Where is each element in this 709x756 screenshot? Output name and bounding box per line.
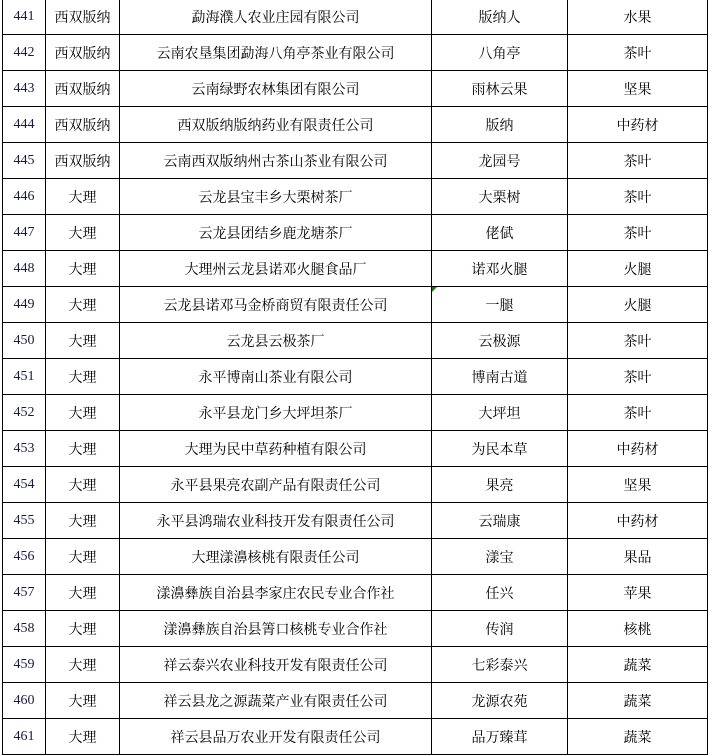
- brand-cell[interactable]: 为民本草: [432, 431, 568, 467]
- brand-cell[interactable]: 龙园号: [432, 143, 568, 179]
- category-cell[interactable]: 核桃: [568, 611, 708, 647]
- brand-cell-text: 一腿: [485, 297, 514, 314]
- brand-cell[interactable]: 大栗树: [432, 179, 568, 215]
- company-cell[interactable]: 祥云泰兴农业科技开发有限责任公司: [120, 647, 432, 683]
- brand-cell[interactable]: 任兴: [432, 575, 568, 611]
- brand-cell[interactable]: [432, 287, 568, 323]
- category-cell[interactable]: 蔬菜: [568, 647, 708, 683]
- row-number-cell[interactable]: 448: [3, 251, 46, 287]
- company-cell[interactable]: 祥云县品万农业开发有限责任公司: [120, 719, 432, 755]
- table-row: [3, 179, 708, 215]
- region-cell[interactable]: 大理: [46, 467, 120, 503]
- category-cell[interactable]: 火腿: [568, 287, 708, 323]
- company-cell[interactable]: 云南绿野农林集团有限公司: [120, 71, 432, 107]
- region-cell[interactable]: 大理: [46, 575, 120, 611]
- table-row: [3, 719, 708, 755]
- row-number-cell[interactable]: 459: [3, 647, 46, 683]
- brand-cell[interactable]: 版纳: [432, 107, 568, 143]
- table-row: [3, 395, 708, 431]
- brand-cell[interactable]: 果亮: [432, 467, 568, 503]
- brand-cell[interactable]: 佬倵: [432, 215, 568, 251]
- table-row: [3, 35, 708, 71]
- company-cell[interactable]: 云南农垦集团勐海八角亭茶业有限公司: [120, 35, 432, 71]
- brand-cell[interactable]: 云极源: [432, 323, 568, 359]
- company-cell[interactable]: 云南西双版纳州古茶山茶业有限公司: [120, 143, 432, 179]
- table-row: [3, 647, 708, 683]
- category-cell[interactable]: 苹果: [568, 575, 708, 611]
- region-cell[interactable]: 大理: [46, 683, 120, 719]
- category-cell[interactable]: 坚果: [568, 71, 708, 107]
- region-cell[interactable]: 大理: [46, 539, 120, 575]
- row-number-cell[interactable]: 442: [3, 35, 46, 71]
- region-cell[interactable]: 大理: [46, 359, 120, 395]
- region-cell[interactable]: 西双版纳: [46, 143, 120, 179]
- row-number-cell[interactable]: 454: [3, 467, 46, 503]
- brand-cell[interactable]: 大坪坦: [432, 395, 568, 431]
- brand-cell[interactable]: 传润: [432, 611, 568, 647]
- category-cell[interactable]: 茶叶: [568, 143, 708, 179]
- table-row: [3, 107, 708, 143]
- table-row: [3, 575, 708, 611]
- company-cell[interactable]: 漾濞彝族自治县箐口核桃专业合作社: [120, 611, 432, 647]
- brand-cell[interactable]: 漾宝: [432, 539, 568, 575]
- brand-cell[interactable]: 云瑞康: [432, 503, 568, 539]
- brand-cell[interactable]: 诺邓火腿: [432, 251, 568, 287]
- row-number-cell[interactable]: 446: [3, 179, 46, 215]
- category-cell[interactable]: 茶叶: [568, 395, 708, 431]
- company-cell[interactable]: 西双版纳版纳药业有限责任公司: [120, 107, 432, 143]
- table-row: [3, 611, 708, 647]
- category-cell[interactable]: 蔬菜: [568, 683, 708, 719]
- region-cell[interactable]: 大理: [46, 251, 120, 287]
- brand-cell[interactable]: 龙源农苑: [432, 683, 568, 719]
- brand-cell[interactable]: 版纳人: [432, 0, 568, 35]
- brand-cell[interactable]: 八角亭: [432, 35, 568, 71]
- row-number-cell[interactable]: 443: [3, 71, 46, 107]
- brand-cell[interactable]: 博南古道: [432, 359, 568, 395]
- company-cell[interactable]: 云龙县团结乡鹿龙塘茶厂: [120, 215, 432, 251]
- table-row: [3, 143, 708, 179]
- category-cell[interactable]: 茶叶: [568, 35, 708, 71]
- category-cell[interactable]: 火腿: [568, 251, 708, 287]
- table-row: [3, 431, 708, 467]
- table-row: [3, 503, 708, 539]
- company-cell[interactable]: 漾濞彝族自治县李家庄农民专业合作社: [120, 575, 432, 611]
- row-number-cell[interactable]: 452: [3, 395, 46, 431]
- category-cell[interactable]: 茶叶: [568, 323, 708, 359]
- company-cell[interactable]: 永平博南山茶业有限公司: [120, 359, 432, 395]
- region-cell[interactable]: 大理: [46, 647, 120, 683]
- category-cell[interactable]: 坚果: [568, 467, 708, 503]
- row-number-cell[interactable]: 457: [3, 575, 46, 611]
- category-cell[interactable]: 中药材: [568, 107, 708, 143]
- company-cell[interactable]: 勐海濮人农业庄园有限公司: [120, 0, 432, 35]
- category-cell[interactable]: 茶叶: [568, 215, 708, 251]
- row-number-cell[interactable]: 449: [3, 287, 46, 323]
- company-cell[interactable]: 云龙县云极茶厂: [120, 323, 432, 359]
- row-number-cell[interactable]: 455: [3, 503, 46, 539]
- row-number-cell[interactable]: 458: [3, 611, 46, 647]
- row-number-cell[interactable]: 453: [3, 431, 46, 467]
- table-body: [3, 0, 708, 755]
- brand-cell[interactable]: 品万臻茸: [432, 719, 568, 755]
- region-cell[interactable]: 大理: [46, 323, 120, 359]
- region-cell[interactable]: 西双版纳: [46, 0, 120, 35]
- company-cell[interactable]: 大理为民中草药种植有限公司: [120, 431, 432, 467]
- table-row: [3, 683, 708, 719]
- region-cell[interactable]: 大理: [46, 287, 120, 323]
- company-cell[interactable]: 祥云县龙之源蔬菜产业有限责任公司: [120, 683, 432, 719]
- region-cell[interactable]: 大理: [46, 431, 120, 467]
- category-cell[interactable]: 中药材: [568, 431, 708, 467]
- table-row: [3, 323, 708, 359]
- company-cell[interactable]: 云龙县宝丰乡大栗树茶厂: [120, 179, 432, 215]
- row-number-cell[interactable]: 460: [3, 683, 46, 719]
- company-cell[interactable]: 大理州云龙县诺邓火腿食品厂: [120, 251, 432, 287]
- table-row: [3, 359, 708, 395]
- company-cell[interactable]: 云龙县诺邓马金桥商贸有限责任公司: [120, 287, 432, 323]
- region-cell[interactable]: 大理: [46, 611, 120, 647]
- category-cell[interactable]: 茶叶: [568, 359, 708, 395]
- company-cell[interactable]: 永平县鸿瑞农业科技开发有限责任公司: [120, 503, 432, 539]
- company-cell[interactable]: 永平县龙门乡大坪坦茶厂: [120, 395, 432, 431]
- category-cell[interactable]: 中药材: [568, 503, 708, 539]
- row-number-cell[interactable]: 451: [3, 359, 46, 395]
- row-number-cell[interactable]: 441: [3, 0, 46, 35]
- category-cell[interactable]: 蔬菜: [568, 719, 708, 755]
- table-row: [3, 467, 708, 503]
- row-number-cell[interactable]: 461: [3, 719, 46, 755]
- category-cell[interactable]: 果品: [568, 539, 708, 575]
- table-row: [3, 251, 708, 287]
- company-cell[interactable]: 大理漾濞核桃有限责任公司: [120, 539, 432, 575]
- region-cell[interactable]: 大理: [46, 215, 120, 251]
- table-row: [3, 71, 708, 107]
- table-row: [3, 539, 708, 575]
- table-row: [3, 287, 708, 323]
- region-cell[interactable]: 西双版纳: [46, 35, 120, 71]
- row-number-cell[interactable]: 456: [3, 539, 46, 575]
- enterprise-brand-table: [2, 0, 708, 755]
- region-cell[interactable]: 大理: [46, 179, 120, 215]
- company-cell[interactable]: 永平县果亮农副产品有限责任公司: [120, 467, 432, 503]
- brand-cell[interactable]: 七彩泰兴: [432, 647, 568, 683]
- region-cell[interactable]: 大理: [46, 395, 120, 431]
- category-cell[interactable]: 水果: [568, 0, 708, 35]
- row-number-cell[interactable]: 447: [3, 215, 46, 251]
- region-cell[interactable]: 大理: [46, 719, 120, 755]
- brand-cell[interactable]: 雨林云果: [432, 71, 568, 107]
- category-cell[interactable]: 茶叶: [568, 179, 708, 215]
- row-number-cell[interactable]: 445: [3, 143, 46, 179]
- row-number-cell[interactable]: 444: [3, 107, 46, 143]
- row-number-cell[interactable]: 450: [3, 323, 46, 359]
- region-cell[interactable]: 西双版纳: [46, 71, 120, 107]
- region-cell[interactable]: 大理: [46, 503, 120, 539]
- table-row: [3, 215, 708, 251]
- region-cell[interactable]: 西双版纳: [46, 107, 120, 143]
- table-row: [3, 0, 708, 35]
- comment-indicator-icon[interactable]: [432, 287, 437, 292]
